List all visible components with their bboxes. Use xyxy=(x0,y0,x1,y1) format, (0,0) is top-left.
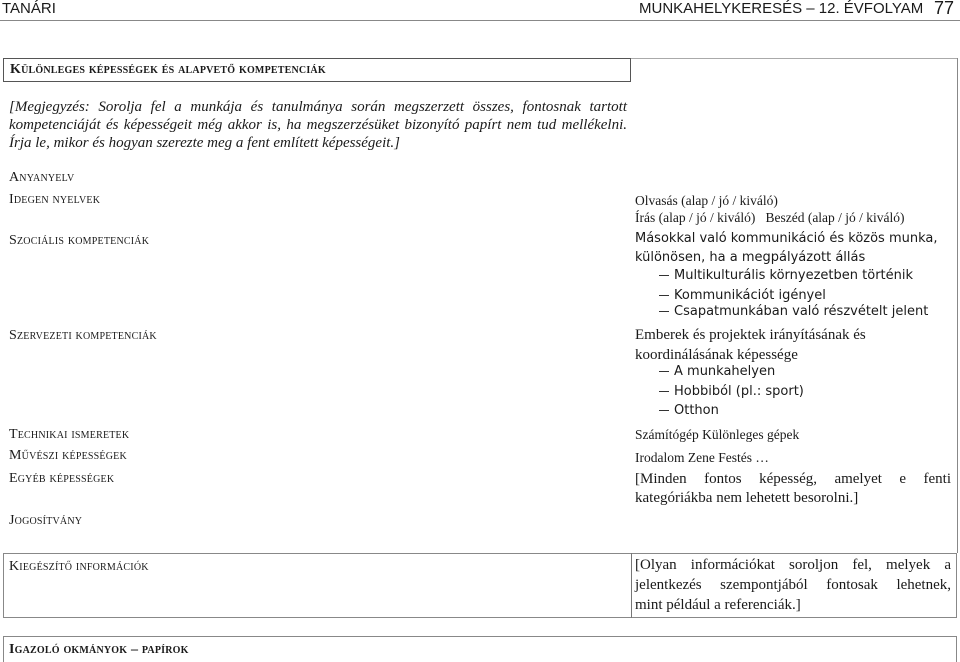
technical-value: Számítógép Különleges gépek xyxy=(635,427,800,442)
organisational-item: Otthon xyxy=(659,403,719,418)
header-left: TANÁRI xyxy=(2,0,56,17)
languages-line1: Olvasás (alap / jó / kiváló) xyxy=(635,193,778,208)
row-mother-tongue: Anyanyelv xyxy=(9,170,75,185)
section-title: Különleges képességek és alapvető kompetenciák xyxy=(10,62,326,77)
dash-icon xyxy=(659,275,669,276)
row-social: Szociális kompetenciák xyxy=(9,233,150,248)
social-item: Multikulturális környezetben történik xyxy=(659,268,913,283)
other-line2: kategóriákba nem lehetett besorolni.] xyxy=(635,490,859,506)
additional-line1: [Olyan információkat soroljon fel, melyek a xyxy=(635,557,951,573)
social-item: Kommunikációt igényel xyxy=(659,288,826,303)
social-item: Csapatmunkában való részvételt jelent xyxy=(659,304,928,319)
artistic-value: Irodalom Zene Festés … xyxy=(635,450,769,465)
row-additional: Kiegészítő információk xyxy=(9,559,149,574)
row-annexes: Igazoló okmányok – papírok xyxy=(9,642,189,657)
dash-icon xyxy=(659,295,669,296)
languages-line2: Írás (alap / jó / kiváló) Beszéd (alap / jó / kiváló) xyxy=(635,210,905,225)
organisational-line1: Emberek és projektek irányításának és xyxy=(635,327,866,343)
organisational-line2: koordinálásának képessége xyxy=(635,347,798,363)
row-languages: Idegen nyelvek xyxy=(9,192,101,207)
organisational-item: Hobbiból (pl.: sport) xyxy=(659,384,804,399)
header-right: MUNKAHELYKERESÉS – 12. ÉVFOLYAM xyxy=(639,0,924,17)
additional-divider xyxy=(631,553,632,618)
header-rule xyxy=(0,20,960,21)
dash-icon xyxy=(659,371,669,372)
instruction-note: [Megjegyzés: Sorolja fel a munkája és tanulmánya során megszerzett összes, fontosnak tartott kompetenciáját és képességeit még akkor is, ha megszerzésüket bizonyító papírt nem tud mellékelni. Írja le, mikor és hogyan szerezte meg a fent említett képességeit.] xyxy=(9,99,627,151)
page-number: 77 xyxy=(934,0,955,18)
row-technical: Technikai ismeretek xyxy=(9,427,130,442)
dash-icon xyxy=(659,311,669,312)
organisational-item: A munkahelyen xyxy=(659,364,775,379)
social-line1: Másokkal való kommunikáció és közös munka, xyxy=(635,231,938,246)
top-border-right xyxy=(631,58,957,59)
row-organisational: Szervezeti kompetenciák xyxy=(9,328,157,343)
additional-line2: jelentkezés szempontjából fontosak lehetnek, xyxy=(635,577,951,593)
row-other: Egyéb képességek xyxy=(9,471,115,486)
row-licence: Jogosítvány xyxy=(9,513,83,528)
dash-icon xyxy=(659,391,669,392)
additional-line3: mint például a referenciák.] xyxy=(635,597,801,613)
row-artistic: Művészi képességek xyxy=(9,448,127,463)
right-border xyxy=(957,58,958,553)
dash-icon xyxy=(659,410,669,411)
section-title-box xyxy=(3,58,631,82)
other-line1: [Minden fontos képesség, amelyet e fenti xyxy=(635,471,951,487)
social-line2: különösen, ha a megpályázott állás xyxy=(635,250,866,265)
